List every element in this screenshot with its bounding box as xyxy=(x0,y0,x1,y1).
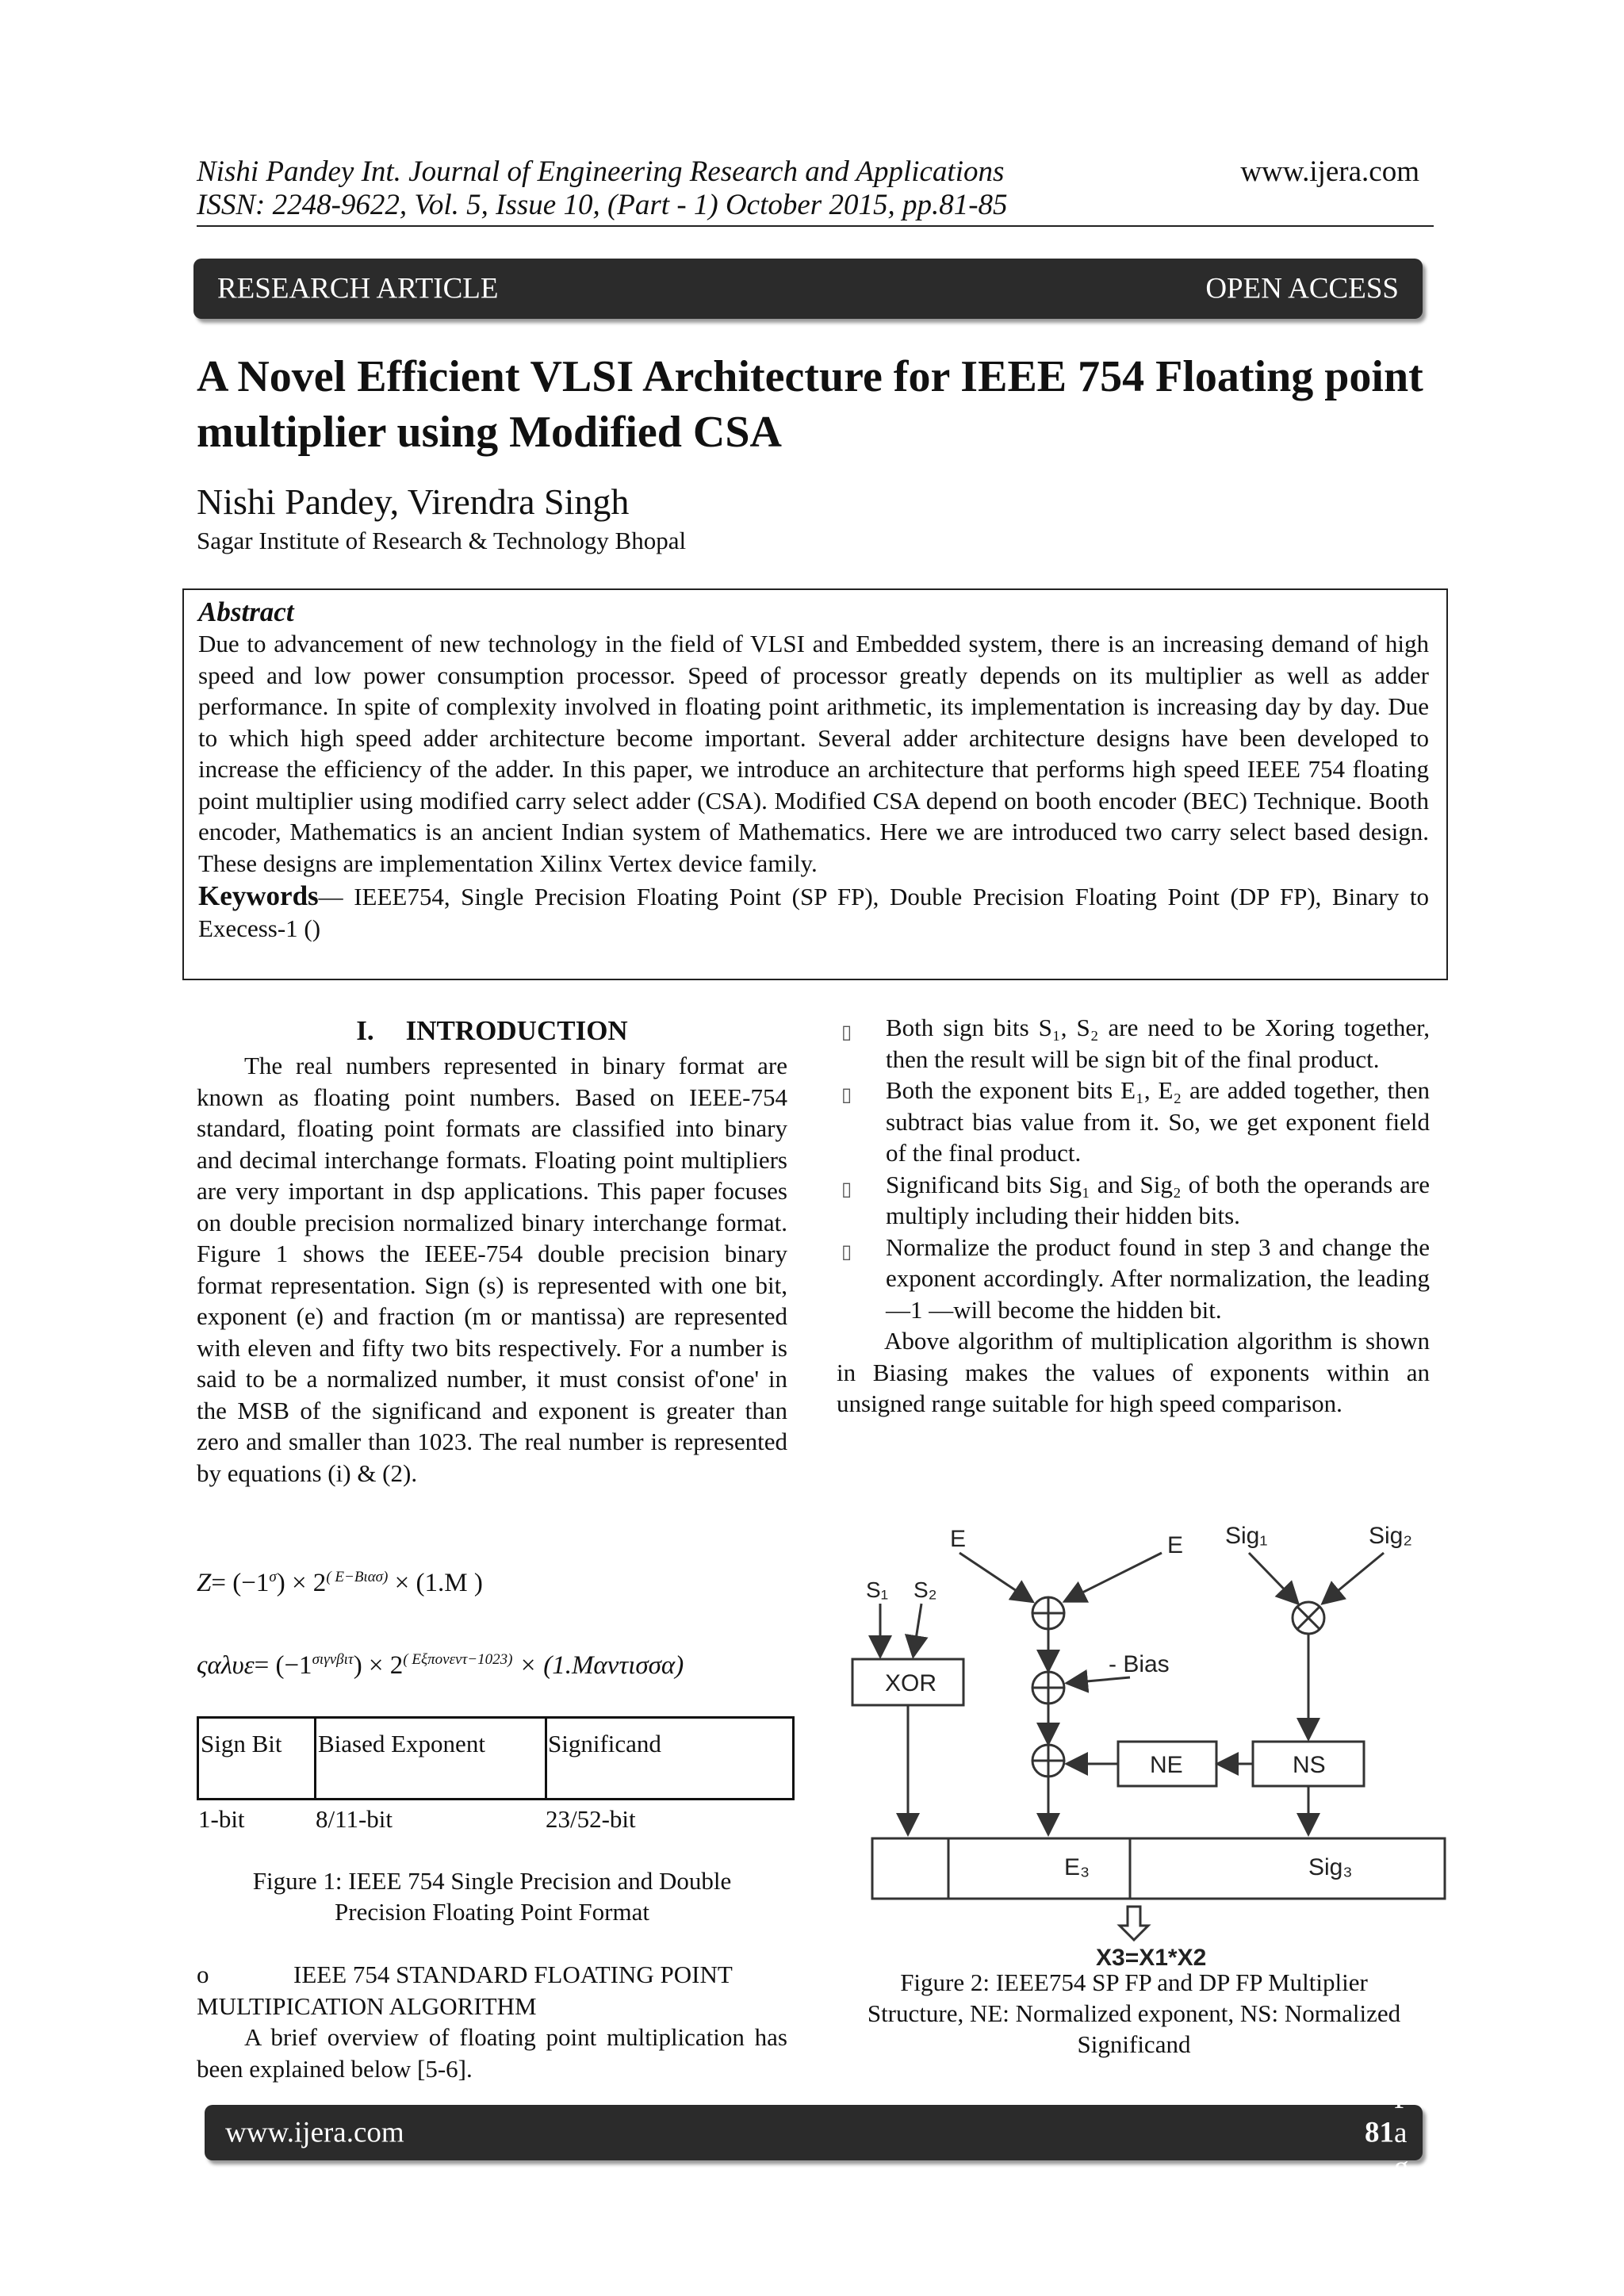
step-1: Both sign bits S₁, S₂ are need to be Xoring together, then the result will be sign bit of the final product. xyxy=(886,1014,1430,1073)
eq2-mid: ) × 2 xyxy=(353,1651,404,1680)
page-title xyxy=(197,349,1465,460)
multiplier-structure-diagram xyxy=(848,1515,1451,1999)
diagram-s1: S₁ xyxy=(866,1577,889,1602)
open-access-label: OPEN ACCESS xyxy=(1205,272,1399,305)
bullet-icon: ▯ xyxy=(841,1177,852,1200)
article-banner xyxy=(193,259,1423,319)
sig2-arrow xyxy=(1324,1553,1384,1602)
algorithm-paragraph: Above algorithm of multiplication algorithm is shown in Biasing makes the values of exponents within an unsigned range suitable for high speed comparison. xyxy=(837,1327,1430,1417)
sig1-arrow xyxy=(1249,1553,1297,1602)
left-column xyxy=(197,1012,787,1489)
intro-heading-text: INTRODUCTION xyxy=(405,1015,628,1046)
eq1-exp-a: σ xyxy=(269,1569,277,1585)
abstract-box xyxy=(182,588,1448,980)
intro-heading-number: I. xyxy=(356,1015,374,1046)
eq2-lhs: ςαλυε xyxy=(197,1651,255,1680)
figure-2-caption xyxy=(829,1967,1439,2060)
eq1-base: = (−1 xyxy=(211,1569,270,1597)
eq2-tail: × (1.Μαντισσα) xyxy=(512,1651,684,1680)
header-sign-bit: Sign Bit xyxy=(201,1730,282,1757)
authors: Nishi Pandey, Virendra Singh xyxy=(197,481,630,522)
diagram-sig1: Sig₁ xyxy=(1225,1523,1268,1549)
diagram-e-right: E xyxy=(1167,1532,1184,1558)
title-line-1: A Novel Efficient VLSI Architecture for IEEE 754 Floating point xyxy=(197,352,1423,401)
eq2-exp-b: ( Εξπονεντ−1023) xyxy=(403,1651,513,1668)
intro-heading xyxy=(197,1012,787,1050)
keywords-text: — IEEE754, Single Precision Floating Point (SP FP), Double Precision Floating Point (DP FP), Binary to Execess-1 () xyxy=(198,883,1429,942)
step-3: Significand bits Sig₁ and Sig₂ of both the operands are multiply including their hidden bits. xyxy=(886,1170,1430,1229)
diagram-sig2: Sig₂ xyxy=(1369,1523,1413,1549)
eq1-mid: ) × 2 xyxy=(276,1569,327,1597)
diagram-e3: E₃ xyxy=(1064,1854,1090,1880)
list-item xyxy=(841,1012,1430,1075)
diagram-result: X3=X1*X2 xyxy=(1096,1945,1207,1971)
bullet-icon: ▯ xyxy=(841,1021,852,1043)
abstract-text: Due to advancement of new technology in the field of VLSI and Embedded system, there is an increasing demand of high speed and low power consumption processor. Speed of processor greatly depends on its multiplier as well as adder performance. In spite of complexity involved in floating point arithmetic, its implementation is increasing day by day. Due to which high speed adder architecture become important. Several adder architecture designs have been developed to increase the efficiency of the adder. In this paper, we introduce an architecture that performs high speed IEEE 754 floating point multiplier using modified carry select adder (CSA). Modified CSA depend on booth encoder (BEC) Technique. Booth encoder, Mathematics is an ancient Indian system of Mathematics. Here we are introduced two carry select based design. These designs are implementation Xilinx Vertex device family. xyxy=(198,630,1429,877)
diagram-ne: NE xyxy=(1150,1752,1183,1778)
eq1-exp-b: ( E−Βιασ) xyxy=(326,1569,389,1585)
e-left-arrow xyxy=(959,1553,1031,1600)
format-table-header xyxy=(197,1716,795,1800)
diagram-ns: NS xyxy=(1293,1752,1326,1778)
step-2: Both the exponent bits E₁, E₂ are added together, then subtract bias value from it. So, we get exponent field of the final product. xyxy=(886,1076,1430,1167)
step-4: Normalize the product found in step 3 and change the exponent accordingly. After normalization, the leading —1 —will become the hidden bit. xyxy=(886,1232,1430,1324)
s2-arrow xyxy=(914,1604,921,1654)
header-website[interactable]: www.ijera.com xyxy=(1240,155,1419,188)
keywords xyxy=(198,880,1429,944)
header-rule xyxy=(197,225,1434,227)
sub-heading-line-1: IEEE 754 STANDARD FLOATING POINT xyxy=(293,1961,733,1988)
fig2-caption-line-2: Structure, NE: Normalized exponent, NS: Normalized xyxy=(867,1999,1401,2027)
issn-line: ISSN: 2248-9622, Vol. 5, Issue 10, (Part - 1) October 2015, pp.81-85 xyxy=(197,189,1008,221)
sub-heading-line-2: MULTIPICATION ALGORITHM xyxy=(197,1991,537,2020)
fig1-caption-line-1: Figure 1: IEEE 754 Single Precision and Double xyxy=(252,1867,732,1895)
fig2-caption-line-1: Figure 2: IEEE754 SP FP and DP FP Multiplier xyxy=(900,1968,1368,1996)
diagram-xor: XOR xyxy=(885,1670,937,1696)
keywords-label: Keywords xyxy=(198,880,319,911)
value-biased-exponent: 8/11-bit xyxy=(316,1805,393,1833)
list-item xyxy=(841,1169,1430,1232)
intro-paragraph: The real numbers represented in binary format are known as floating point numbers. Based on IEEE-754 standard, floating point formats are classified into binary and decimal interchange formats. Floating point multipliers are very important in dsp applications. This paper focuses on double precision normalized binary interchange format. Figure 1 shows the IEEE-754 double precision binary format representation. Sign (s) is represented with one bit, exponent (e) and fraction (m or mantissa) are represented with eleven and fifty two bits respectively. For a number is said to be a normalized number, it must consist of'one' in the MSB of the significand and exponent is greater than zero and smaller than 1023. The real number is represented by equations (i) & (2). xyxy=(197,1052,787,1487)
diagram-bias: - Bias xyxy=(1109,1651,1170,1677)
bullet-icon: ▯ xyxy=(841,1083,852,1106)
figure-1-caption xyxy=(197,1865,787,1927)
diagram-s2: S₂ xyxy=(914,1577,937,1602)
research-article-label: RESEARCH ARTICLE xyxy=(217,272,499,305)
page-number: 81 xyxy=(1365,2116,1394,2149)
page-label: | P a g e xyxy=(1394,2048,1410,2217)
abstract-heading: Abstract xyxy=(198,596,294,627)
footer-page xyxy=(1365,2048,1410,2217)
list-item xyxy=(841,1075,1430,1169)
list-item xyxy=(841,1232,1430,1326)
value-sign-bit: 1-bit xyxy=(198,1805,245,1833)
equation-1 xyxy=(197,1569,483,1598)
table-divider-2 xyxy=(545,1719,547,1798)
eq1-lhs: Z xyxy=(197,1569,212,1597)
table-divider-1 xyxy=(314,1719,316,1798)
journal-line: Nishi Pandey Int. Journal of Engineering Research and Applications xyxy=(197,155,1005,188)
footer-website[interactable]: www.ijera.com xyxy=(225,2116,404,2149)
eq1-tail: × (1.M ) xyxy=(388,1569,483,1597)
value-significand: 23/52-bit xyxy=(546,1805,636,1833)
bullet-icon: ▯ xyxy=(841,1240,852,1263)
subsection xyxy=(197,1959,787,2084)
overview-paragraph: A brief overview of floating point multiplication has been explained below [5-6]. xyxy=(197,2023,787,2083)
header-biased-exponent: Biased Exponent xyxy=(318,1730,485,1757)
fig2-caption-line-3: Significand xyxy=(1077,2030,1191,2058)
result-register xyxy=(872,1838,1445,1899)
affiliation: Sagar Institute of Research & Technology Bhopal xyxy=(197,527,687,554)
e-right-arrow xyxy=(1067,1553,1162,1600)
diagram-sig3: Sig₃ xyxy=(1308,1854,1353,1880)
equation-2 xyxy=(197,1651,684,1681)
right-column xyxy=(837,1012,1430,1420)
eq2-exp-a: σιγνβιτ xyxy=(312,1651,354,1668)
output-arrow xyxy=(1120,1907,1148,1940)
step-list xyxy=(837,1012,1430,1325)
eq2-base: = (−1 xyxy=(254,1651,312,1680)
bias-arrow xyxy=(1069,1677,1130,1683)
diagram-e-left: E xyxy=(950,1526,967,1552)
header-significand: Significand xyxy=(548,1730,661,1757)
title-line-2: multiplier using Modified CSA xyxy=(197,408,782,457)
fig1-caption-line-2: Precision Floating Point Format xyxy=(335,1898,649,1926)
sub-bullet: o xyxy=(197,1961,209,1988)
